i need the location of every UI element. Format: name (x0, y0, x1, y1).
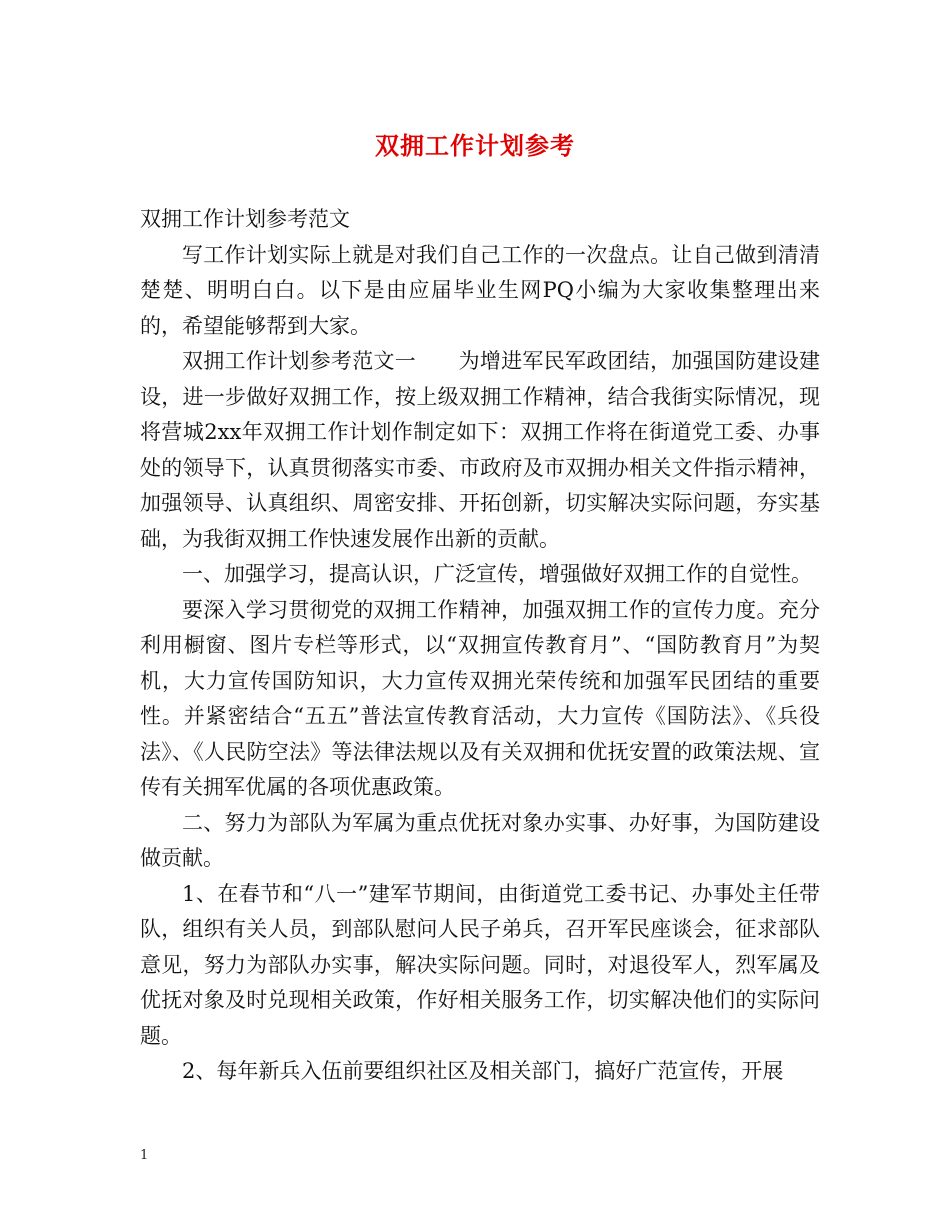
sample-one-paragraph: 双拥工作计划参考范文一 为增进军民军政团结，加强国防建设建设，进一步做好双拥工作，按上级双拥工作精神，结合我街实际情况，现将营城2xx年双拥工作计划作制定如下：双拥工作将在街道党工委、办事处的领导下，认真贯彻落实市委、市政府及市双拥办相关文件指示精神，加强领导、认真组织、周密安排、开拓创新，切实解决实际问题，夯实基础，为我街双拥工作快速发展作出新的贡献。 (140, 349, 820, 551)
document-body (140, 202, 820, 1090)
item-one-paragraph: 1、在春节和“八一”建军节期间，由街道党工委书记、办事处主任带队，组织有关人员，到部队慰问人民子弟兵，召开军民座谈会，征求部队意见，努力为部队办实事，解决实际问题。同时，对退役军人，烈军属及优抚对象及时兑现相关政策，作好相关服务工作，切实解决他们的实际问题。 (140, 881, 820, 1048)
section-two-heading: 二、努力为部队为军属为重点优抚对象办实事、办好事，为国防建设做贡献。 (140, 810, 820, 870)
section-one-heading: 一、加强学习，提高认识，广泛宣传，增强做好双拥工作的自觉性。 (182, 562, 812, 586)
intro-paragraph: 写工作计划实际上就是对我们自己工作的一次盘点。让自己做到清清楚楚、明明白白。以下是由应届毕业生网PQ小编为大家收集整理出来的，希望能够帮到大家。 (140, 242, 820, 338)
subtitle-paragraph: 双拥工作计划参考范文 (140, 207, 350, 231)
page-number: 1 (140, 1148, 149, 1163)
document-title: 双拥工作计划参考 (375, 131, 575, 160)
item-two-paragraph: 2、每年新兵入伍前要组织社区及相关部门，搞好广范宣传，开展 (182, 1059, 784, 1083)
section-one-paragraph: 要深入学习贯彻党的双拥工作精神，加强双拥工作的宣传力度。充分利用橱窗、图片专栏等形式，以“双拥宣传教育月”、“国防教育月”为契机，大力宣传国防知识，大力宣传双拥光荣传统和加强军民团结的重要性。并紧密结合“五五”普法宣传教育活动，大力宣传《国防法》、《兵役法》、《人民防空法》等法律法规以及有关双拥和优抚安置的政策法规、宣传有关拥军优属的各项优惠政策。 (140, 597, 820, 799)
